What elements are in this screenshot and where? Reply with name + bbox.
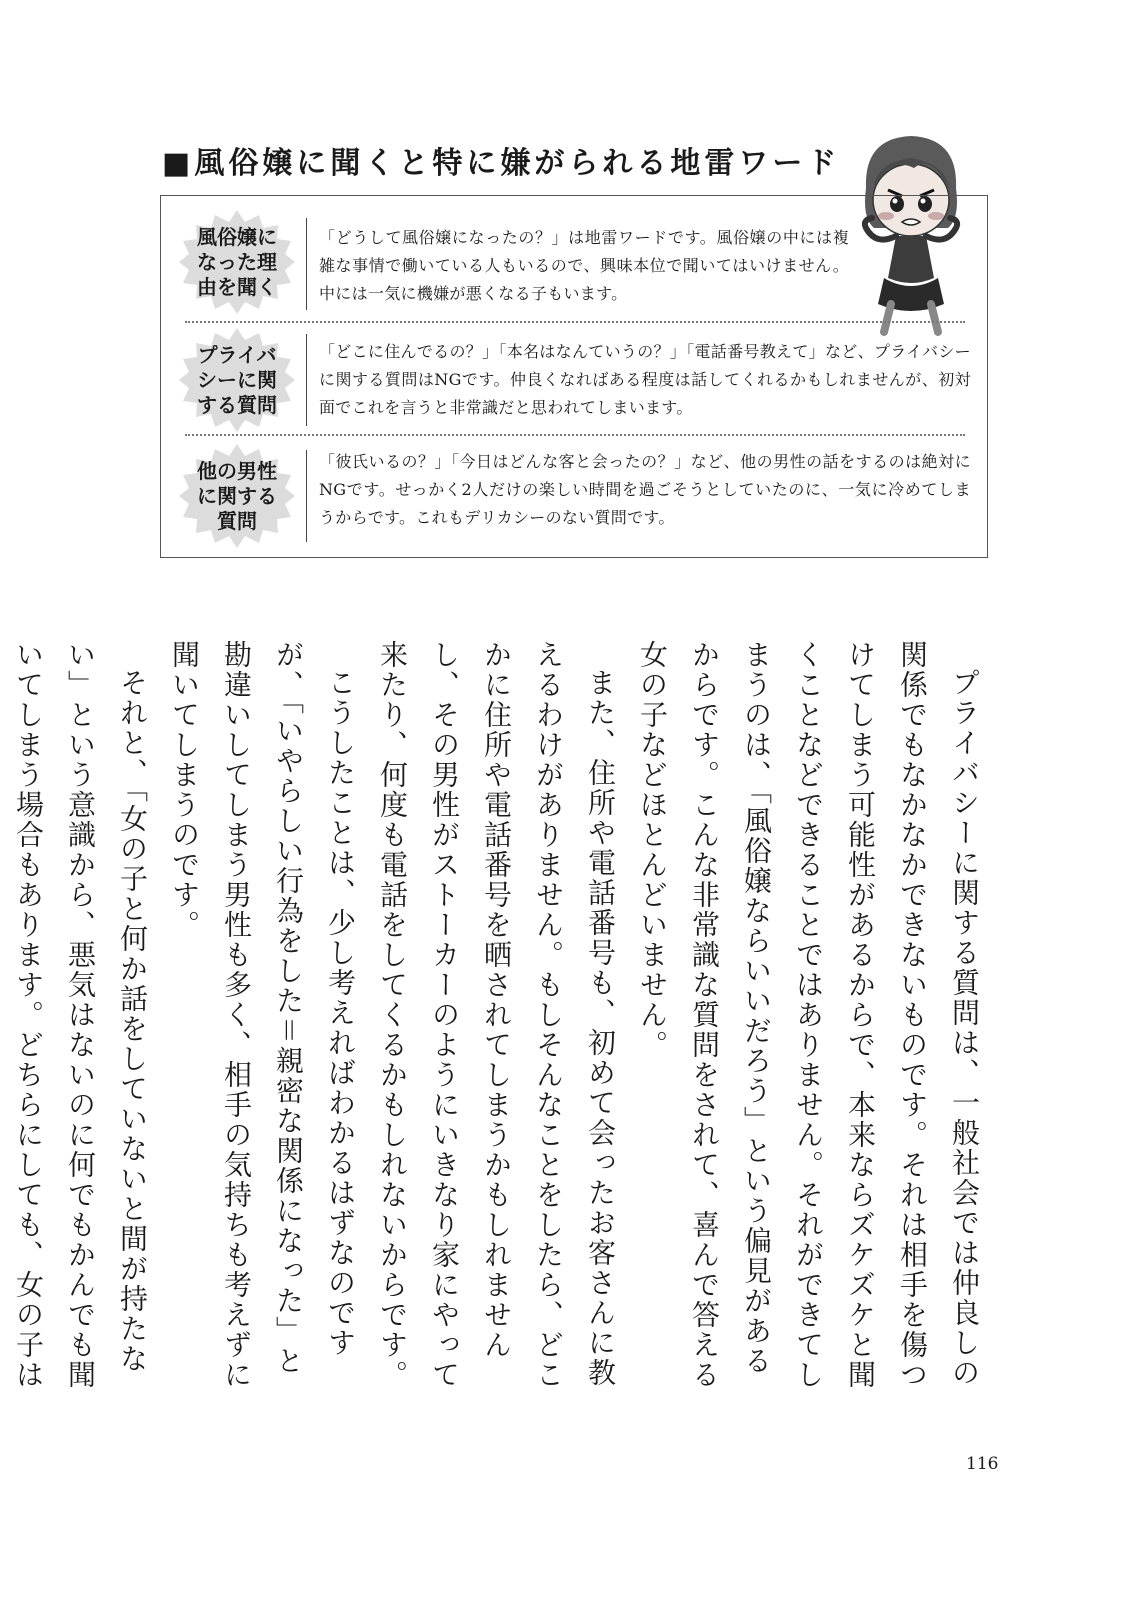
table-row — [161, 196, 987, 320]
row-label-badge — [179, 444, 295, 548]
table-row — [161, 436, 987, 556]
body-paragraph: プライバシーに関する質問は、一般社会では仲良しの関係でもなかなかできないものです。それは相手を傷つけてしまう可能性があるからで、本来ならズケズケと聞くことなどできることではありません。それができてしまうのは、「風俗嬢ならいいだろう」という偏見があるからです。こんな非常識な質問をされて、喜んで答える女の子などほとんどいません。 — [636, 640, 981, 1390]
row-label: 他の男性 に関する 質問 — [197, 458, 277, 533]
row-divider — [306, 334, 307, 426]
row-label-badge — [179, 210, 295, 314]
page-number: 116 — [966, 1454, 999, 1474]
section-title: ■風俗嬢に聞くと特に嫌がられる地雷ワード — [162, 146, 841, 181]
row-divider — [306, 450, 307, 542]
row-description: 「どうして風俗嬢になったの？」は地雷ワードです。風俗嬢の中には複雑な事情で働いている人もいるので、興味本位で聞いてはいけません。中には一気に機嫌が悪くなる子もいます。 — [319, 228, 849, 303]
body-paragraph: また、住所や電話番号も、初めて会ったお客さんに教えるわけがありません。もしそんなことをしたら、どこかに住所や電話番号を晒されてしまうかもしれませんし、その男性がストーカーのようにいきなり家にやって来たり、何度も電話をしてくるかもしれないからです。 — [376, 640, 617, 1390]
row-label: プライバ シーに関 する質問 — [197, 342, 277, 417]
ng-words-table — [160, 195, 988, 558]
table-row — [161, 324, 987, 434]
row-label-badge — [179, 328, 295, 432]
row-divider — [306, 218, 307, 310]
row-description: 「彼氏いるの？」「今日はどんな客と会ったの？」など、他の男性の話をするのは絶対にNGです。せっかく2人だけの楽しい時間を過ごそうとしていたのに、一気に冷めてしまうからです。これもデリカシーのない質問です。 — [319, 452, 971, 527]
row-description: 「どこに住んでるの？」「本名はなんていうの？」「電話番号教えて」など、プライバシーに関する質問はNGです。仲良くなればある程度は話してくれるかもしれませんが、初対面でこれを言うと非常識だと思われてしまいます。 — [319, 342, 971, 417]
body-paragraph: それと、「女の子と何か話をしていないと間が持たない」という意識から、悪気はないのに何でもかんでも聞いてしまう場合もあります。どちらにしても、女の子は — [12, 640, 149, 1390]
row-label: 風俗嬢に なった理 由を聞く — [197, 224, 277, 299]
dotted-separator — [185, 321, 965, 323]
body-paragraph: こうしたことは、少し考えればわかるはずなのですが、「いやらしい行為をした＝親密な関係になった」と勘違いしてしまう男性も多く、相手の気持ちも考えずに聞いてしまうのです。 — [168, 640, 357, 1390]
body-text — [12, 640, 990, 1400]
